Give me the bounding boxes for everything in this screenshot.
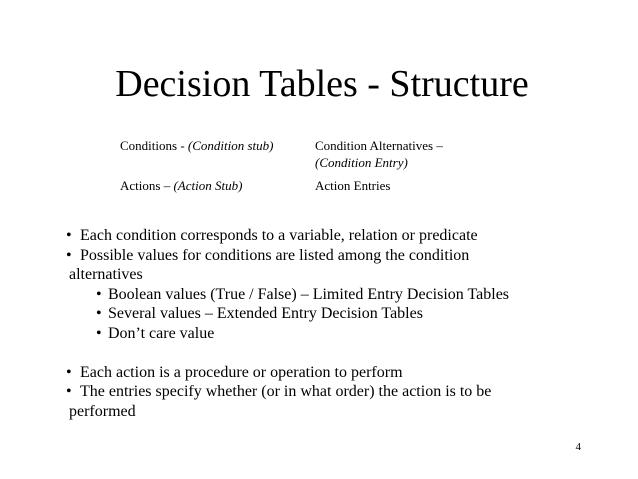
action-entries-label: Action Entries <box>315 178 391 193</box>
sub-bullet-item <box>96 304 509 324</box>
condition-stub-italic: (Condition stub) <box>187 138 274 153</box>
bullet-item <box>66 382 509 402</box>
action-stub-text: Actions – <box>120 178 174 193</box>
condition-entry-label <box>315 137 443 171</box>
sub-bullet-item <box>96 324 509 344</box>
bullet-icon: • <box>96 305 102 322</box>
bullet-icon: • <box>96 285 102 303</box>
sub-bullet-text: Several values – Extended Entry Decision Tables <box>108 305 423 322</box>
sub-bullet-text: Boolean values (True / False) – Limited Entry Decision Tables <box>108 285 510 303</box>
bullet-text: Each action is a procedure or operation to perform <box>80 363 403 381</box>
bullet-item <box>66 226 509 246</box>
bullet-icon: • <box>66 363 72 381</box>
bullet-text: Each condition corresponds to a variable, relation or predicate <box>80 227 478 244</box>
slide-title: Decision Tables - Structure <box>115 63 529 105</box>
bullet-list <box>66 226 509 421</box>
bullet-continuation: alternatives <box>69 266 143 283</box>
sub-bullet-item <box>96 285 509 305</box>
spacer <box>66 343 509 363</box>
sub-bullet-text: Don’t care value <box>108 324 215 342</box>
action-stub-italic: (Action Stub) <box>173 178 243 193</box>
condition-entry-line1: Condition Alternatives – <box>315 138 443 153</box>
bullet-icon: • <box>66 246 72 264</box>
action-stub-label <box>120 177 242 194</box>
condition-stub-text: Conditions - <box>120 138 188 153</box>
bullet-continuation: performed <box>69 402 136 420</box>
bullet-text: The entries specify whether (or in what order) the action is to be <box>80 383 492 400</box>
bullet-item <box>66 363 509 383</box>
bullet-icon: • <box>66 383 72 400</box>
bullet-text: Possible values for conditions are listed among the condition <box>80 246 470 264</box>
bullet-icon: • <box>66 227 72 244</box>
bullet-item <box>66 246 509 266</box>
bullet-icon: • <box>96 324 102 342</box>
condition-entry-line2: (Condition Entry) <box>315 155 408 170</box>
page-number: 4 <box>575 441 581 453</box>
condition-stub-label <box>120 137 274 154</box>
